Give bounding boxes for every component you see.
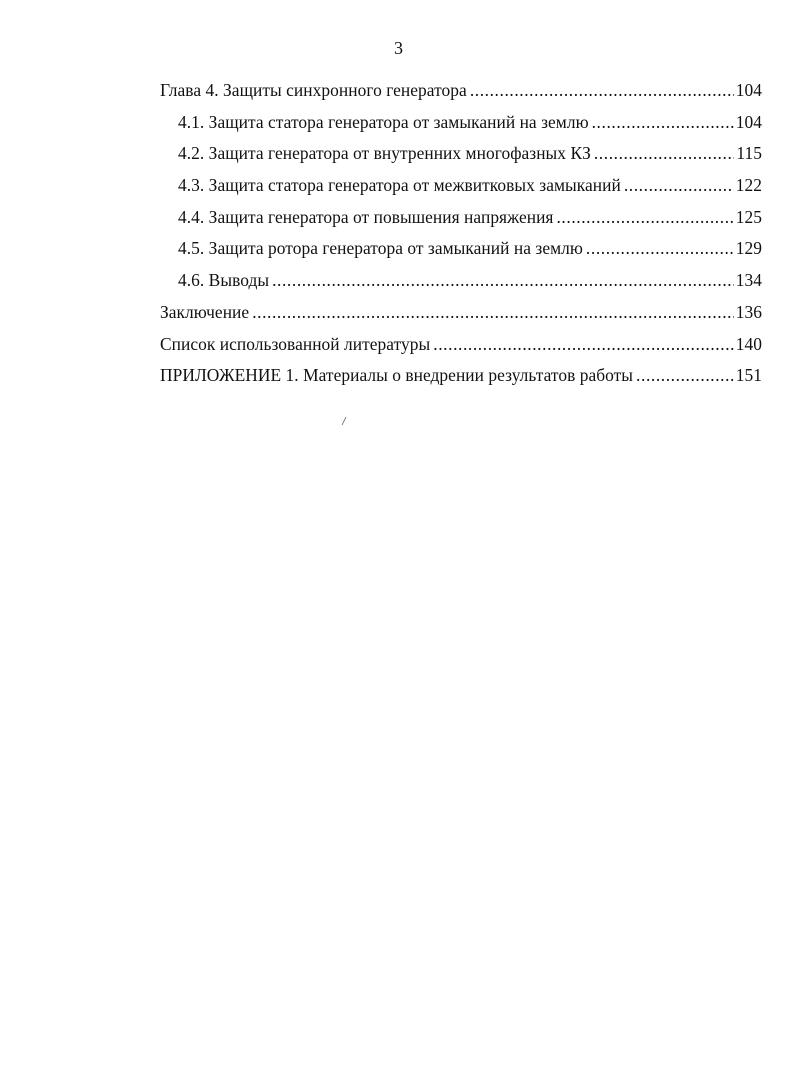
toc-dot-leader	[252, 297, 734, 329]
toc-entry-4-4[interactable]	[160, 202, 762, 234]
toc-entry-page: 136	[735, 301, 762, 322]
toc-entry-title: ПРИЛОЖЕНИЕ 1. Материалы о внедрении результатов работы	[160, 365, 634, 386]
toc-entry-title: 4.5. Защита ротора генератора от замыканий на землю	[178, 238, 583, 259]
toc-dot-leader	[556, 202, 733, 234]
toc-entry-title: 4.1. Защита статора генератора от замыканий на землю	[178, 111, 589, 132]
toc-dot-leader	[592, 107, 734, 139]
toc-entry-4-1[interactable]	[160, 107, 762, 139]
toc-entry-page: 104	[735, 80, 762, 100]
toc-entry-page: 115	[736, 143, 762, 164]
toc-entry-title: Список использованной литературы	[160, 333, 431, 354]
toc-entry-page: 125	[735, 206, 762, 227]
toc-entry-page: 129	[735, 238, 762, 259]
toc-entry-4-6[interactable]	[160, 265, 762, 297]
toc-entry-page: 104	[735, 111, 762, 132]
toc-entry-page: 151	[735, 365, 762, 386]
toc-dot-leader	[624, 170, 734, 202]
toc-entry-page: 122	[735, 175, 762, 196]
toc-entry-appendix-1[interactable]	[160, 360, 762, 392]
toc-entry-page: 140	[735, 333, 762, 354]
table-of-contents	[160, 75, 762, 392]
toc-entry-title: 4.6. Выводы	[178, 270, 270, 291]
scan-artifact-mark	[341, 416, 347, 426]
toc-entry-4-2[interactable]	[160, 138, 762, 170]
toc-entry-4-5[interactable]	[160, 233, 762, 265]
toc-entry-chapter-4[interactable]	[160, 75, 762, 107]
toc-dot-leader	[586, 233, 734, 265]
toc-entry-title: 4.2. Защита генератора от внутренних многофазных КЗ	[178, 143, 591, 164]
toc-dot-leader	[594, 138, 735, 170]
page-number: 3	[394, 38, 403, 58]
toc-entry-conclusion[interactable]	[160, 297, 762, 329]
toc-entry-title: 4.3. Защита статора генератора от межвитковых замыканий	[178, 175, 621, 196]
toc-entry-title: Заключение	[160, 301, 250, 322]
toc-entry-page: 134	[735, 270, 762, 291]
toc-entry-title: 4.4. Защита генератора от повышения напряжения	[178, 206, 554, 227]
toc-dot-leader	[470, 75, 734, 107]
toc-entry-title: Глава 4. Защиты синхронного генератора	[160, 80, 467, 100]
toc-entry-references[interactable]	[160, 329, 762, 361]
toc-entry-4-3[interactable]	[160, 170, 762, 202]
toc-dot-leader	[272, 265, 734, 297]
toc-dot-leader	[636, 360, 734, 392]
toc-dot-leader	[433, 329, 733, 361]
